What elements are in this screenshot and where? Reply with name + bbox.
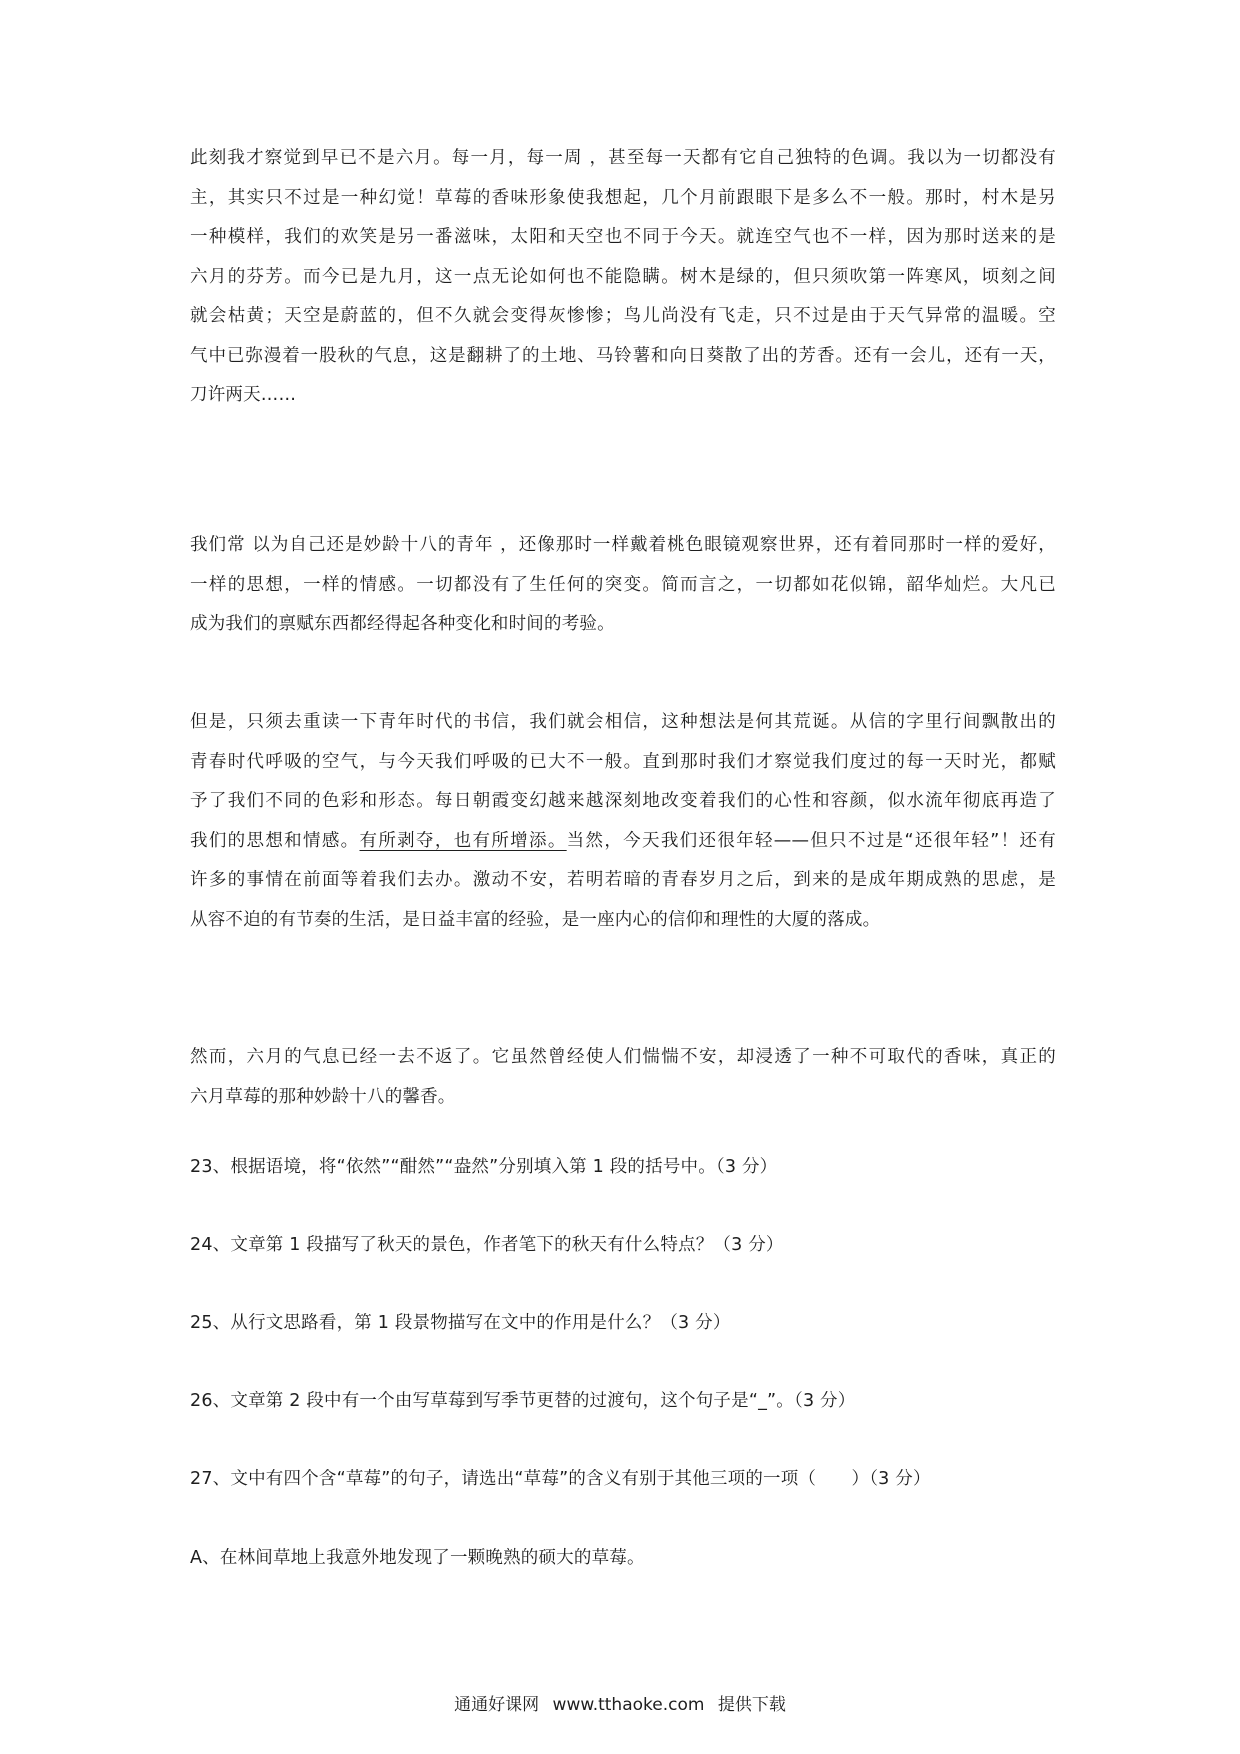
footer-site-name: 通通好课网 (454, 1695, 540, 1715)
text-line: 就会枯黄；天空是蔚蓝的，但不久就会变得灰惨惨；鸟儿尚没有飞走，只不过是由于天气异常的温暖。空 (190, 306, 1056, 326)
text-segment: 我们的思想和情感。 (190, 830, 360, 851)
text-line: 但是，只须去重读一下青年时代的书信，我们就会相信，这种想法是何其荒诞。从信的字里行间飘散出的 (190, 712, 1056, 732)
paragraph-2 (190, 526, 1056, 645)
question-26: 26、文章第 2 段中有一个由写草莓到写季节更替的过渡句，这个句子是“_”。（3 分） (190, 1391, 856, 1411)
text-line: 一种模样，我们的欢笑是另一番滋味，太阳和天空也不同于今天。就连空气也不一样，因为那时送来的是 (190, 227, 1056, 247)
question-25: 25、从行文思路看，第 1 段景物描写在文中的作用是什么？（3 分） (190, 1313, 731, 1333)
text-line: 青春时代呼吸的空气，与今天我们呼吸的已大不一般。直到那时我们才察觉我们度过的每一天时光，都赋 (190, 751, 1056, 772)
question-27: 27、文中有四个含“草莓”的句子，请选出“草莓”的含义有别于其他三项的一项（ ）（3 分） (190, 1469, 931, 1489)
text-line: 此刻我才察觉到早已不是六月。每一月，每一周 ，甚至每一天都有它自己独特的色调。我以为一切都没有 (190, 148, 1056, 168)
question-24: 24、文章第 1 段描写了秋天的景色，作者笔下的秋天有什么特点？（3 分） (190, 1235, 784, 1255)
question-27-option-a: A、在林间草地上我意外地发现了一颗晚熟的硕大的草莓。 (190, 1548, 645, 1568)
text-line: 成为我们的禀赋东西都经得起各种变化和时间的考验。 (190, 614, 615, 634)
text-line: 我们常 以为自己还是妙龄十八的青年 ，还像那时一样戴着桃色眼镜观察世界，还有着同那时一样的爱好， (190, 535, 1056, 555)
text-line: 刀许两天…… (190, 385, 297, 405)
text-line: 予了我们不同的色彩和形态。每日朝霞变幻越来越深刻地改变着我们的心性和容颜，似水流年彻底再造了 (190, 791, 1056, 811)
paragraph-1 (190, 139, 1056, 416)
text-line: 一样的思想，一样的情感。一切都没有了生任何的突变。简而言之，一切都如花似锦，韶华灿烂。大凡已 (190, 574, 1056, 595)
text-line: 许多的事情在前面等着我们去办。激动不安，若明若暗的青春岁月之后，到来的是成年期成熟的思虑，是 (190, 870, 1056, 890)
text-segment: 当然，今天我们还很年轻——但只不过是“还很年轻”！还有 (566, 830, 1056, 851)
text-line: 六月的芬芳。而今已是九月，这一点无论如何也不能隐瞒。树木是绿的，但只须吹第一阵寒风，顷刻之间 (190, 266, 1056, 287)
paragraph-3 (190, 703, 1056, 940)
text-line: 从容不迫的有节奏的生活，是日益丰富的经验，是一座内心的信仰和理性的大厦的落成。 (190, 909, 881, 930)
text-line: 气中已弥漫着一股秋的气息，这是翻耕了的土地、马铃薯和向日葵散了出的芳香。还有一会儿，还有一天， (190, 345, 1056, 366)
paragraph-4 (190, 1038, 1056, 1117)
text-line: 主，其实只不过是一种幻觉！草莓的香味形象使我想起，几个月前跟眼下是多么不一般。那时，村木是另 (190, 187, 1056, 208)
text-line: 然而，六月的气息已经一去不返了。它虽然曾经使人们惴惴不安，却浸透了一种不可取代的香味，真正的 (190, 1047, 1056, 1067)
underlined-sentence: 有所剥夺，也有所增添。 (359, 830, 567, 851)
text-line (190, 822, 1056, 862)
question-23: 23、根据语境，将“依然”“酣然”“盎然”分别填入第 1 段的括号中。（3 分） (190, 1157, 778, 1177)
text-line: 六月草莓的那种妙龄十八的馨香。 (190, 1086, 456, 1107)
footer-suffix: 提供下载 (717, 1695, 786, 1715)
footer-url[interactable]: www.tthaoke.com (552, 1695, 705, 1715)
page-footer (0, 1690, 1240, 1715)
